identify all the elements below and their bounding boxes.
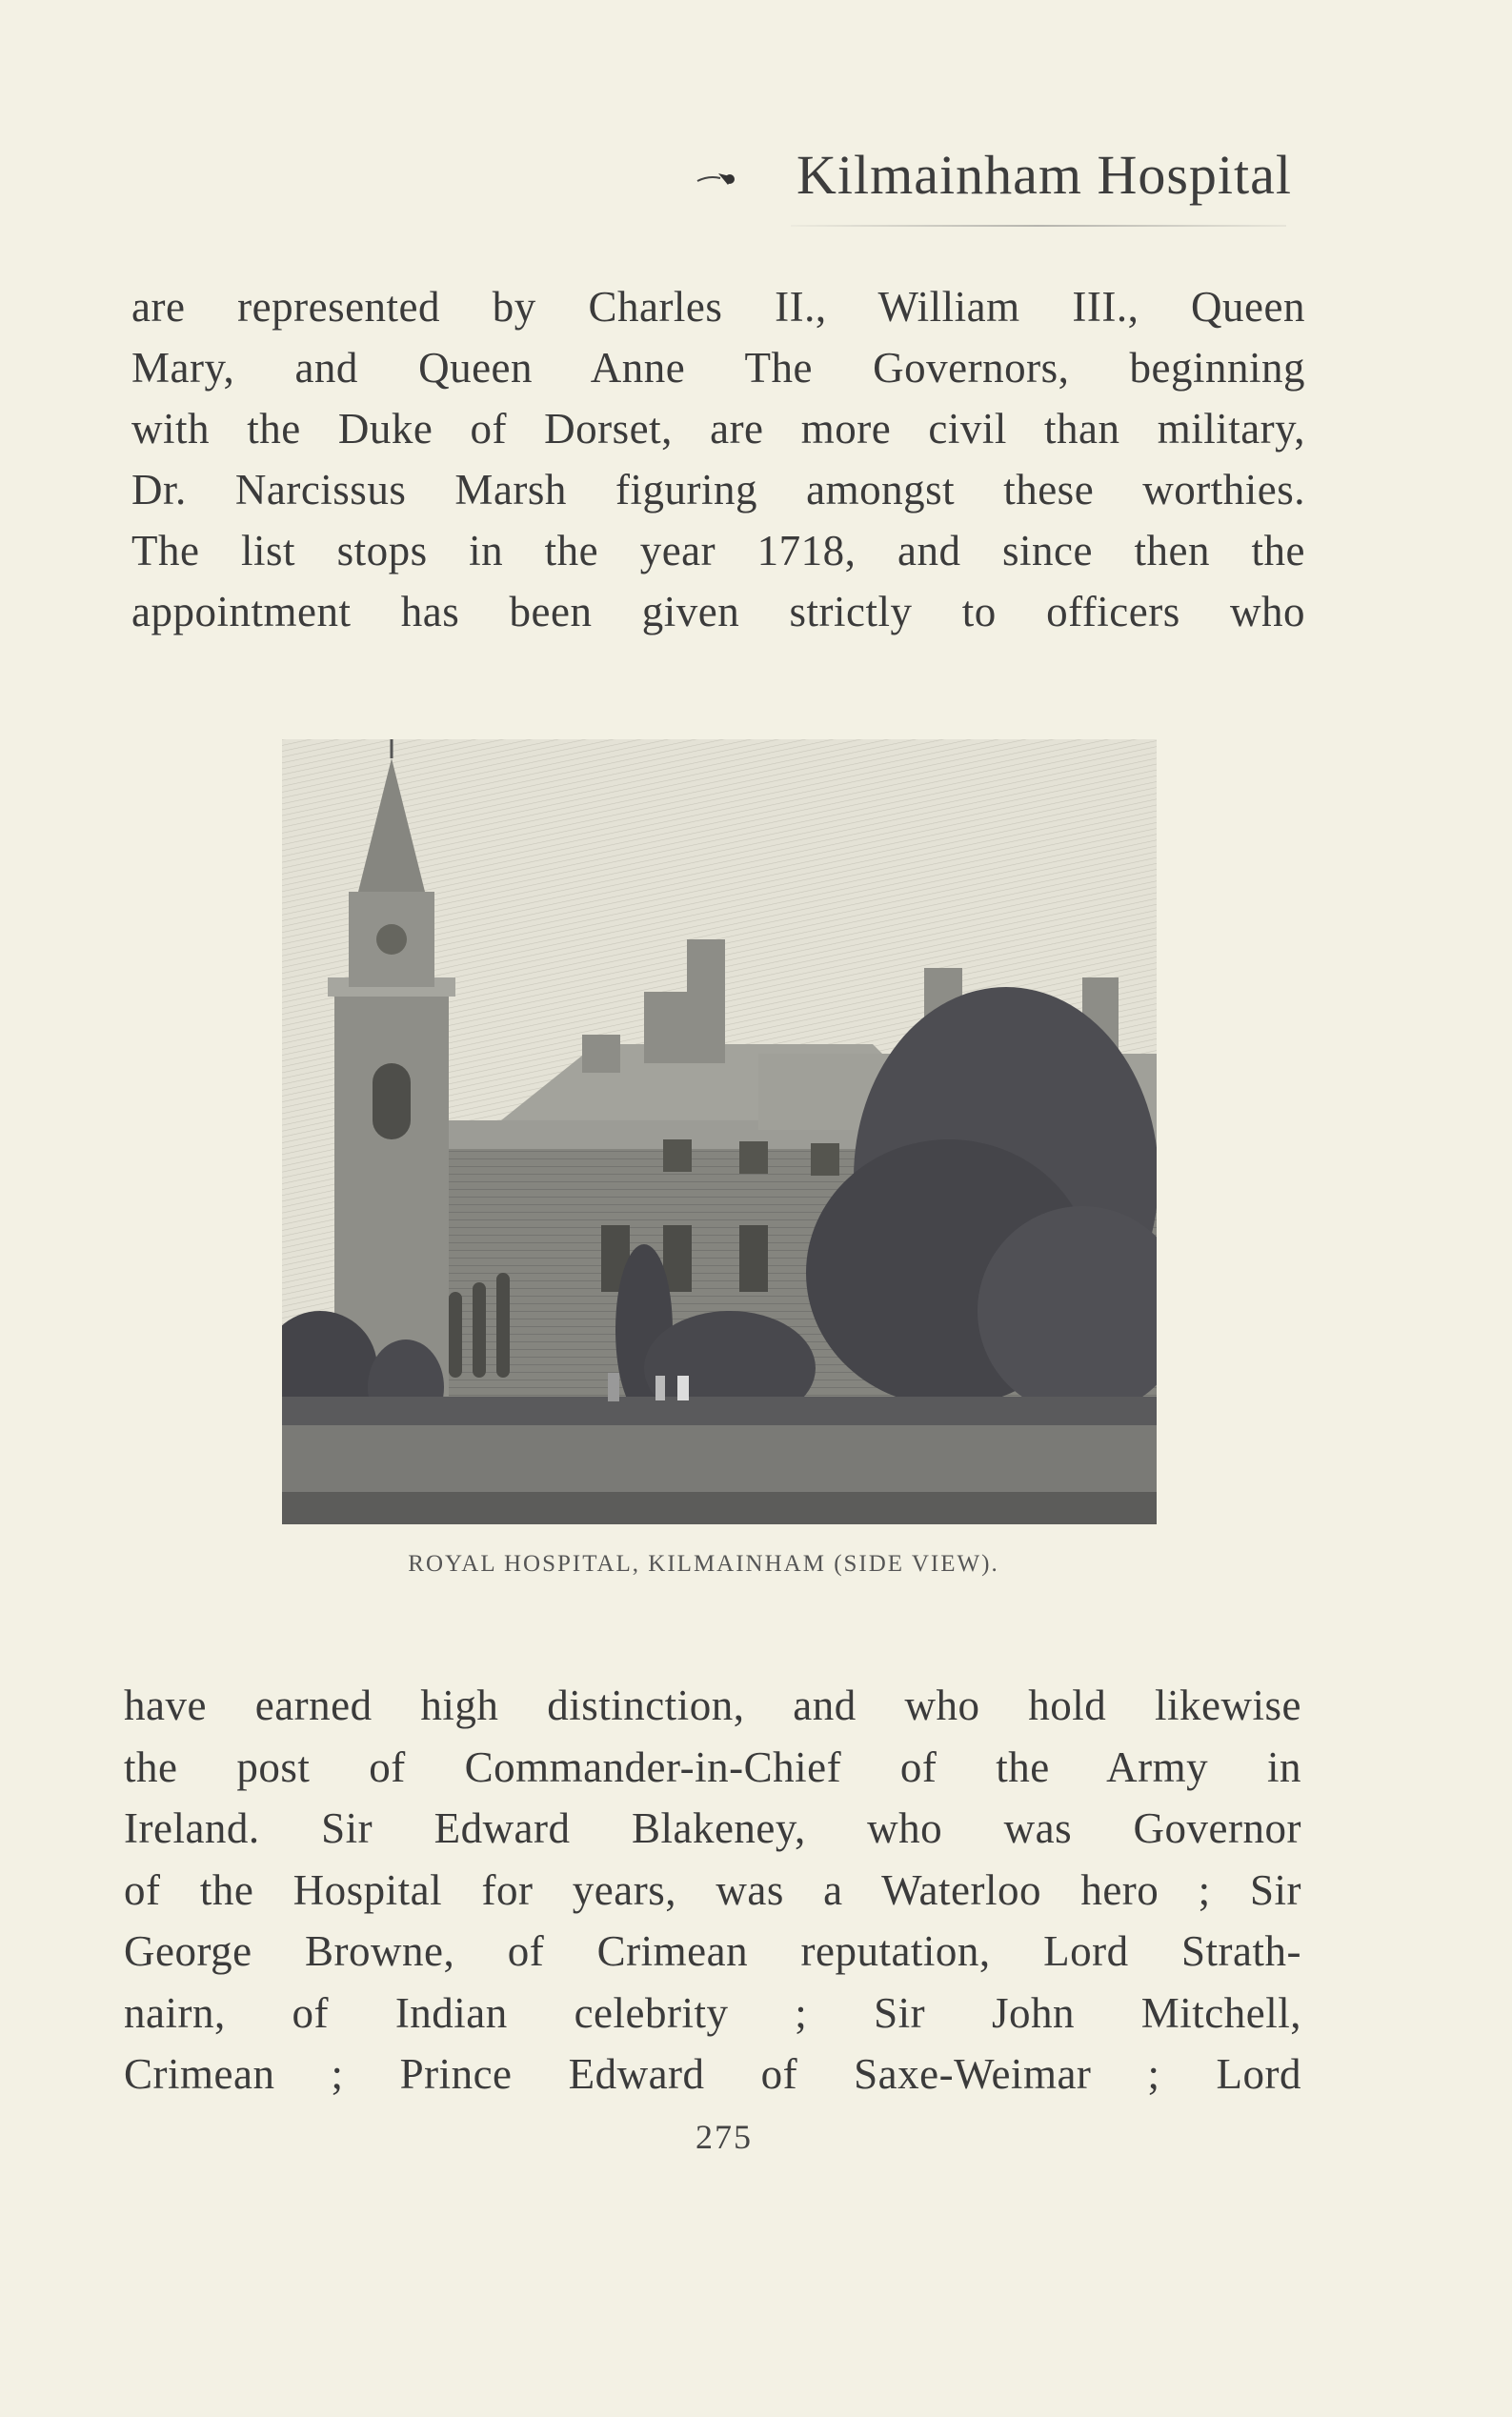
page-number: 275 xyxy=(696,2118,753,2156)
text-line: are represented by Charles II., William III., Queen xyxy=(131,283,1305,331)
text-line: The list stops in the year 1718, and since then the xyxy=(131,527,1305,574)
hedge xyxy=(282,1397,1157,1425)
text-line: Ireland. Sir Edward Blakeney, who was Governor xyxy=(124,1804,1301,1852)
paragraph-bottom xyxy=(124,1675,1301,2105)
text-line: appointment has been given strictly to officers who xyxy=(131,588,1305,635)
running-header xyxy=(686,143,1315,219)
text-line: George Browne, of Crimean reputation, Lord Strath- xyxy=(124,1927,1301,1975)
hospital-engraving xyxy=(282,739,1157,1524)
paragraph-top xyxy=(131,276,1305,642)
chimney xyxy=(644,992,688,1063)
text-line: have earned high distinction, and who hold likewise xyxy=(124,1682,1301,1729)
text-line: nairn, of Indian celebrity ; Sir John Mitchell, xyxy=(124,1988,1301,2037)
hand-pointer-icon xyxy=(696,164,743,192)
figure-caption: ROYAL HOSPITAL, KILMAINHAM (SIDE VIEW). xyxy=(408,1551,999,1577)
header-rule xyxy=(791,225,1286,227)
clock-icon xyxy=(376,924,407,955)
text-line: with the Duke of Dorset, are more civil than military, xyxy=(131,405,1305,453)
text-line: of the Hospital for years, was a Waterloo hero ; Sir xyxy=(124,1865,1301,1914)
text-line: the post of Commander-in-Chief of the Army in xyxy=(124,1742,1301,1791)
chimney xyxy=(582,1035,620,1073)
text-line: Crimean ; Prince Edward of Saxe-Weimar ; Lord xyxy=(124,2050,1301,2098)
running-header-title: Kilmainham Hospital xyxy=(796,144,1292,206)
text-line: Dr. Narcissus Marsh figuring amongst these worthies. xyxy=(131,466,1305,514)
hospital-illustration xyxy=(282,739,1157,1524)
chimney xyxy=(687,939,725,1063)
text-line: Mary, and Queen Anne The Governors, beginning xyxy=(131,344,1305,392)
